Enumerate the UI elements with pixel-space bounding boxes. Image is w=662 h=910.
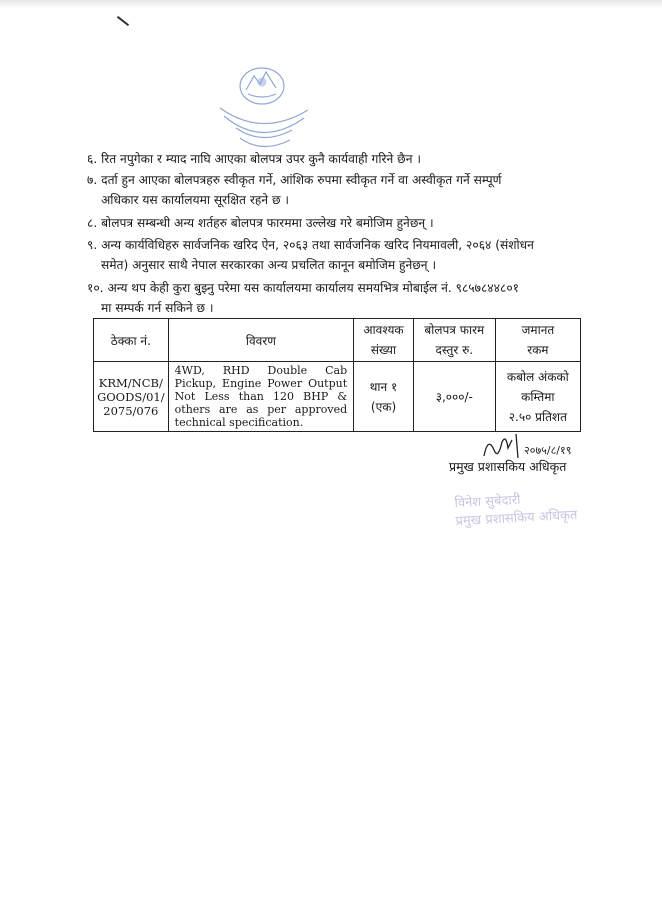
pen-mark	[117, 16, 129, 26]
cell-deposit: कबोल अंकको कम्तिमा २.५० प्रतिशत	[495, 362, 580, 432]
office-seal-stamp	[210, 58, 320, 158]
header-form-fee: बोलपत्र फारम दस्तुर रु.	[413, 319, 495, 362]
cell-form-fee: ३,०००/-	[413, 362, 495, 432]
clause-text: अन्य थप केही कुरा बुझ्नु परेमा यस कार्यालयमा कार्यालय समयभित्र मोबाईल नं. ९८५७८४४८०१	[107, 281, 519, 295]
svg-text:२०७५/८/१९: २०७५/८/१९	[524, 444, 572, 457]
cell-description: 4WD, RHD Double Cab Pickup, Engine Power Output Not Less than 120 BHP & others are as per approved technical specification.	[168, 362, 353, 432]
clause-10	[87, 278, 519, 318]
officer-title: प्रमुख प्रशासकिय अधिकृत	[449, 459, 567, 474]
clause-text: अन्य कार्यविधिहरु सार्वजनिक खरिद ऐन, २०६३ तथा सार्वजनिक खरिद नियमावली, २०६४ (संशोधन	[101, 238, 534, 252]
cell-contract-no: KRM/NCB/ GOODS/01/ 2075/076	[94, 362, 169, 432]
faint-name-stamp: विनेश सुबेदारी प्रमुख प्रशासकिय अधिकृत	[454, 492, 578, 530]
clause-number: ९.	[87, 238, 98, 252]
clause-9	[87, 235, 534, 275]
clause-number: ८.	[87, 216, 98, 230]
tender-table	[93, 318, 581, 432]
clause-text-continued: अधिकार यस कार्यालयमा सूरक्षित रहने छ ।	[101, 193, 289, 207]
clause-number: ६.	[87, 152, 98, 166]
header-quantity: आवश्यक संख्या	[354, 319, 414, 362]
table-header-row	[94, 319, 581, 362]
scan-edge	[0, 0, 662, 8]
clause-text-continued: समेत) अनुसार साथै नेपाल सरकारका अन्य प्रचलित कानून बमोजिम हुनेछन् ।	[101, 258, 437, 272]
clause-number: ७.	[87, 173, 98, 187]
clause-8	[87, 213, 434, 233]
clause-6	[87, 149, 421, 169]
header-contract-no: ठेक्का नं.	[94, 319, 169, 362]
clause-7	[87, 170, 501, 210]
clause-number: १०.	[87, 281, 104, 295]
table-row	[94, 362, 581, 432]
header-deposit: जमानत रकम	[495, 319, 580, 362]
cell-quantity: थान १ (एक)	[354, 362, 414, 432]
clause-text: रित नपुगेका र म्याद नाघि आएका बोलपत्र उपर कुनै कार्यवाही गरिने छैन ।	[101, 152, 421, 166]
header-description: विवरण	[168, 319, 353, 362]
clause-text: बोलपत्र सम्बन्धी अन्य शर्तहरु बोलपत्र फारममा उल्लेख गरे बमोजिम हुनेछन् ।	[101, 216, 434, 230]
clause-text: दर्ता हुन आएका बोलपत्रहरु स्वीकृत गर्ने, आंशिक रुपमा स्वीकृत गर्ने वा अस्वीकृत गर्ने सम्पूर्ण	[101, 173, 502, 187]
clause-text-continued: मा सम्पर्क गर्न सकिने छ ।	[101, 301, 214, 315]
